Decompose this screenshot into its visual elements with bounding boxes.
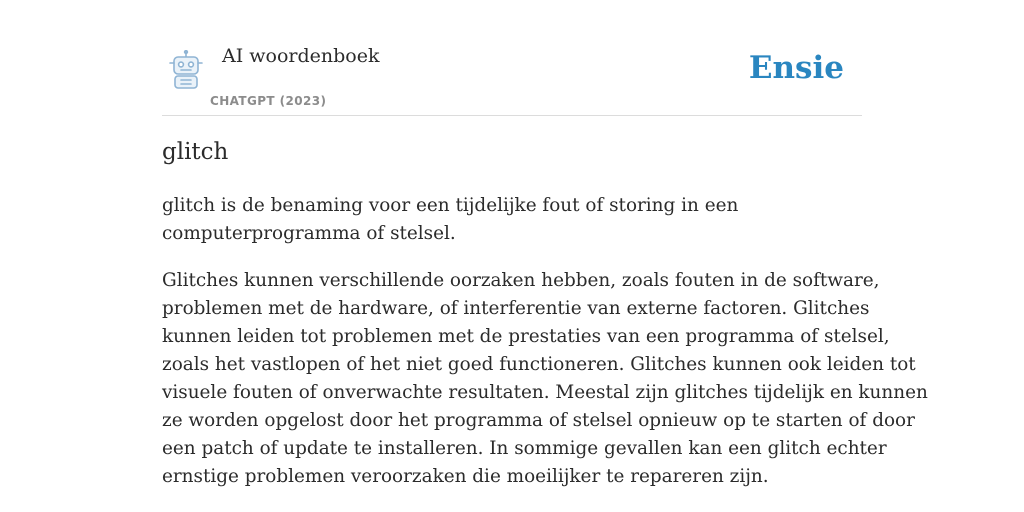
paragraph-line: ernstige problemen veroorzaken die moeilijker te repareren zijn. xyxy=(162,466,769,487)
paragraph-line: visuele fouten of onverwachte resultaten. Meestal zijn glitches tijdelijk en kunnen xyxy=(162,382,928,403)
paragraph-line: glitch is de benaming voor een tijdelijke fout of storing in een xyxy=(162,195,739,216)
paragraph-line: Glitches kunnen verschillende oorzaken hebben, zoals fouten in de software, xyxy=(162,270,880,291)
entry-term: glitch xyxy=(162,139,229,165)
dictionary-subtitle: CHATGPT (2023) xyxy=(210,94,327,108)
entry-card xyxy=(162,0,928,512)
paragraph-line: zoals het vastlopen of het niet goed functioneren. Glitches kunnen ook leiden tot xyxy=(162,354,916,375)
entry-header xyxy=(162,0,862,116)
paragraph-line: kunnen leiden tot problemen met de prestaties van een programma of stelsel, xyxy=(162,326,890,347)
paragraph-line: problemen met de hardware, of interferentie van externe factoren. Glitches xyxy=(162,298,870,319)
definition-paragraph-1 xyxy=(162,192,862,248)
robot-icon xyxy=(166,50,206,90)
definition-paragraph-2 xyxy=(162,267,928,491)
brand-logo[interactable]: Ensie xyxy=(748,50,844,86)
paragraph-line: een patch of update te installeren. In sommige gevallen kan een glitch echter xyxy=(162,438,887,459)
paragraph-line: computerprogramma of stelsel. xyxy=(162,223,456,244)
dictionary-title[interactable]: AI woordenboek xyxy=(222,45,380,67)
paragraph-line: ze worden opgelost door het programma of stelsel opnieuw op te starten of door xyxy=(162,410,915,431)
